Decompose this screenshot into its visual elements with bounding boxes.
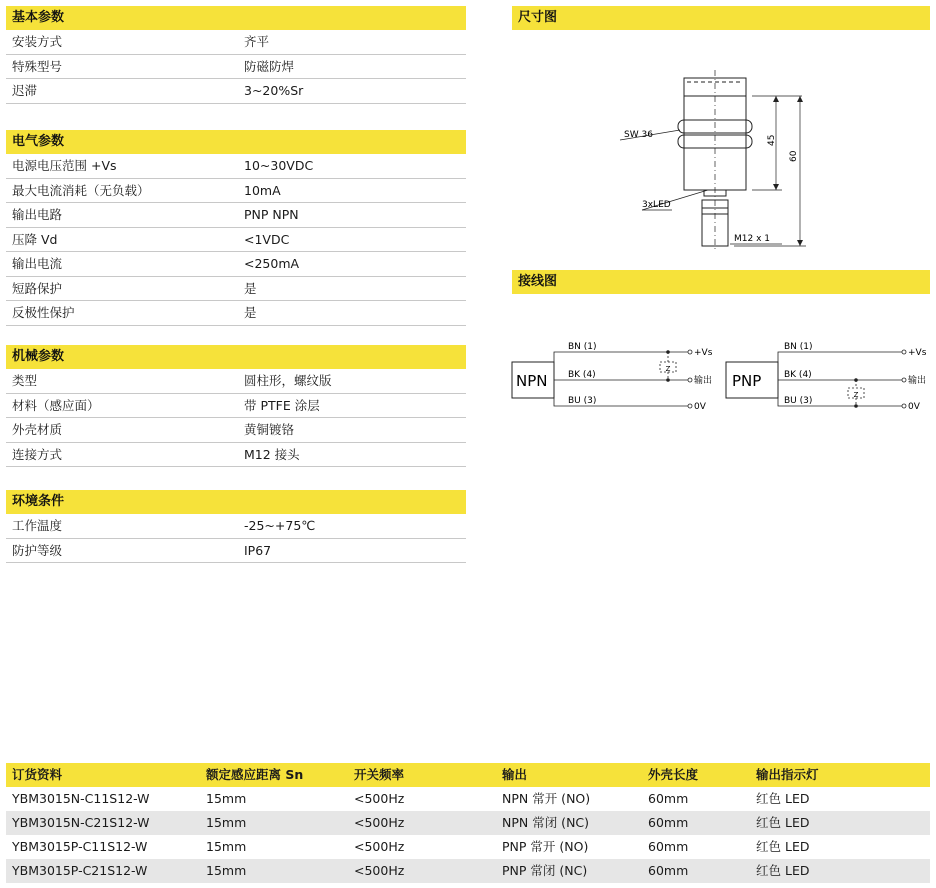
spec-key: 反极性保护 [12, 305, 75, 320]
environment-section [6, 490, 466, 563]
dim-45-label: 45 [767, 134, 777, 146]
spec-row [6, 30, 466, 55]
order-row [6, 859, 930, 883]
spec-value: 圆柱形，螺纹版 [244, 373, 332, 388]
spec-row [6, 443, 466, 468]
npn-bk-label: BK (4) [568, 370, 596, 380]
wiring-diagram [512, 294, 930, 412]
order-cell: NPN 常开 (NO) [502, 791, 591, 806]
spec-row [6, 79, 466, 104]
spec-value: 黄铜镀铬 [244, 422, 295, 437]
spec-row [6, 154, 466, 179]
spec-value: 防磁防焊 [244, 58, 295, 74]
terminal-icon [688, 350, 692, 354]
pnp-bk-label: BK (4) [784, 370, 812, 380]
section-title: 基本参数 [6, 6, 466, 30]
spec-value: <250mA [244, 256, 300, 271]
spec-row [6, 179, 466, 204]
pnp-bn-wire [778, 352, 902, 366]
order-cell: 60mm [648, 815, 689, 830]
spec-key: 材料（感应面） [12, 397, 100, 413]
spec-key: 安装方式 [12, 34, 63, 49]
spec-key: 特殊型号 [12, 58, 63, 74]
spec-row [6, 369, 466, 394]
terminal-icon [688, 378, 692, 382]
spec-key: 压降 Vd [12, 231, 58, 247]
spec-value: -25~+75℃ [244, 518, 316, 533]
order-cell: <500Hz [354, 815, 405, 830]
section-title: 机械参数 [6, 345, 466, 369]
pnp-out-label: 输出 [908, 376, 927, 386]
order-cell: YBM3015P-C11S12-W [12, 839, 148, 854]
spec-row [6, 55, 466, 80]
npn-out-label: 输出 [694, 376, 713, 386]
spec-value: <1VDC [244, 231, 290, 247]
junction-icon [854, 378, 858, 382]
pnp-z-label: Z [853, 391, 859, 399]
pnp-bn-label: BN (1) [784, 342, 813, 352]
order-cell: <500Hz [354, 839, 405, 854]
arrow-icon [797, 240, 803, 246]
order-header-cell: 额定感应距离 Sn [206, 767, 304, 782]
spec-row [6, 514, 466, 539]
order-cell: 15mm [206, 863, 247, 878]
spec-row [6, 203, 466, 228]
spec-value: 10~30VDC [244, 158, 314, 173]
spec-key: 输出电流 [12, 256, 63, 271]
order-cell: PNP 常开 (NO) [502, 839, 589, 854]
order-cell: 15mm [206, 791, 247, 806]
order-header-cell: 开关频率 [354, 767, 405, 782]
order-header-cell: 订货资料 [12, 767, 63, 782]
dimension-drawing [512, 30, 930, 244]
order-cell: 60mm [648, 839, 689, 854]
order-header-row [6, 763, 930, 787]
section-title: 接线图 [512, 270, 930, 294]
terminal-icon [688, 404, 692, 408]
spec-row [6, 539, 466, 564]
spec-value: 10mA [244, 182, 281, 198]
arrow-icon [773, 96, 779, 102]
npn-0v-label: 0V [694, 402, 706, 412]
led-label: 3xLED [642, 200, 671, 210]
thread-label: M12 x 1 [734, 234, 770, 244]
pnp-0v-label: 0V [908, 402, 920, 412]
npn-bn-wire [554, 352, 688, 366]
arrow-icon [773, 184, 779, 190]
npn-bn-label: BN (1) [568, 342, 597, 352]
wiring-section [512, 270, 930, 412]
order-cell: 60mm [648, 863, 689, 878]
order-cell: 红色 LED [756, 839, 810, 854]
spec-row [6, 277, 466, 302]
order-row [6, 787, 930, 811]
npn-bu-label: BU (3) [568, 396, 597, 406]
section-title: 环境条件 [6, 490, 466, 514]
spec-key: 防护等级 [12, 542, 63, 558]
pnp-vs-label: +Vs [908, 348, 927, 358]
spec-value: 是 [244, 280, 257, 296]
npn-label: NPN [516, 372, 548, 390]
section-title: 电气参数 [6, 130, 466, 154]
electrical-params-section [6, 130, 466, 326]
spec-row [6, 252, 466, 277]
npn-z-label: Z [665, 365, 671, 373]
section-title: 尺寸图 [512, 6, 930, 30]
junction-icon [666, 378, 670, 382]
spec-value: IP67 [244, 542, 272, 558]
mechanical-params-section [6, 345, 466, 467]
spec-row [6, 301, 466, 326]
order-cell: YBM3015N-C11S12-W [12, 791, 150, 806]
spec-value: M12 接头 [244, 446, 300, 462]
arrow-icon [797, 96, 803, 102]
spec-value: 带 PTFE 涂层 [244, 397, 320, 413]
junction-icon [666, 350, 670, 354]
pnp-bu-label: BU (3) [784, 396, 813, 406]
spec-key: 迟滞 [12, 83, 38, 98]
terminal-icon [902, 350, 906, 354]
spec-key: 类型 [12, 373, 38, 388]
terminal-icon [902, 378, 906, 382]
order-cell: 红色 LED [756, 815, 810, 830]
order-header-cell: 输出指示灯 [756, 767, 819, 782]
order-cell: 红色 LED [756, 863, 810, 878]
dim-60-label: 60 [789, 150, 799, 162]
sw-label: SW 36 [624, 130, 653, 140]
order-table [6, 763, 930, 883]
order-cell: 15mm [206, 815, 247, 830]
spec-key: 连接方式 [12, 446, 63, 462]
spec-value: 齐平 [244, 34, 270, 49]
spec-key: 输出电路 [12, 207, 63, 222]
spec-key: 工作温度 [12, 518, 63, 533]
order-header-cell: 输出 [502, 767, 528, 782]
order-cell: 60mm [648, 791, 689, 806]
spec-value: 3~20%Sr [244, 83, 304, 98]
basic-params-section [6, 6, 466, 104]
spec-value: 是 [244, 305, 257, 320]
dimension-section [512, 6, 930, 244]
order-cell: <500Hz [354, 863, 405, 878]
npn-wiring [512, 342, 713, 412]
pnp-wiring [726, 342, 927, 412]
spec-row [6, 228, 466, 253]
order-cell: <500Hz [354, 791, 405, 806]
order-cell: YBM3015P-C21S12-W [12, 863, 148, 878]
order-header-cell: 外壳长度 [648, 767, 699, 782]
spec-key: 短路保护 [12, 280, 63, 296]
spec-row [6, 418, 466, 443]
npn-vs-label: +Vs [694, 348, 713, 358]
pnp-label: PNP [732, 372, 762, 390]
terminal-icon [902, 404, 906, 408]
order-row [6, 811, 930, 835]
spec-key: 最大电流消耗（无负载） [12, 182, 150, 198]
order-cell: 红色 LED [756, 791, 810, 806]
order-cell: YBM3015N-C21S12-W [12, 815, 150, 830]
spec-key: 电源电压范围 +Vs [12, 158, 117, 173]
spec-value: PNP NPN [244, 207, 299, 222]
order-cell: NPN 常闭 (NC) [502, 815, 590, 830]
order-cell: PNP 常闭 (NC) [502, 863, 588, 878]
order-row [6, 835, 930, 859]
order-cell: 15mm [206, 839, 247, 854]
spec-key: 外壳材质 [12, 422, 63, 437]
spec-row [6, 394, 466, 419]
junction-icon [854, 404, 858, 408]
